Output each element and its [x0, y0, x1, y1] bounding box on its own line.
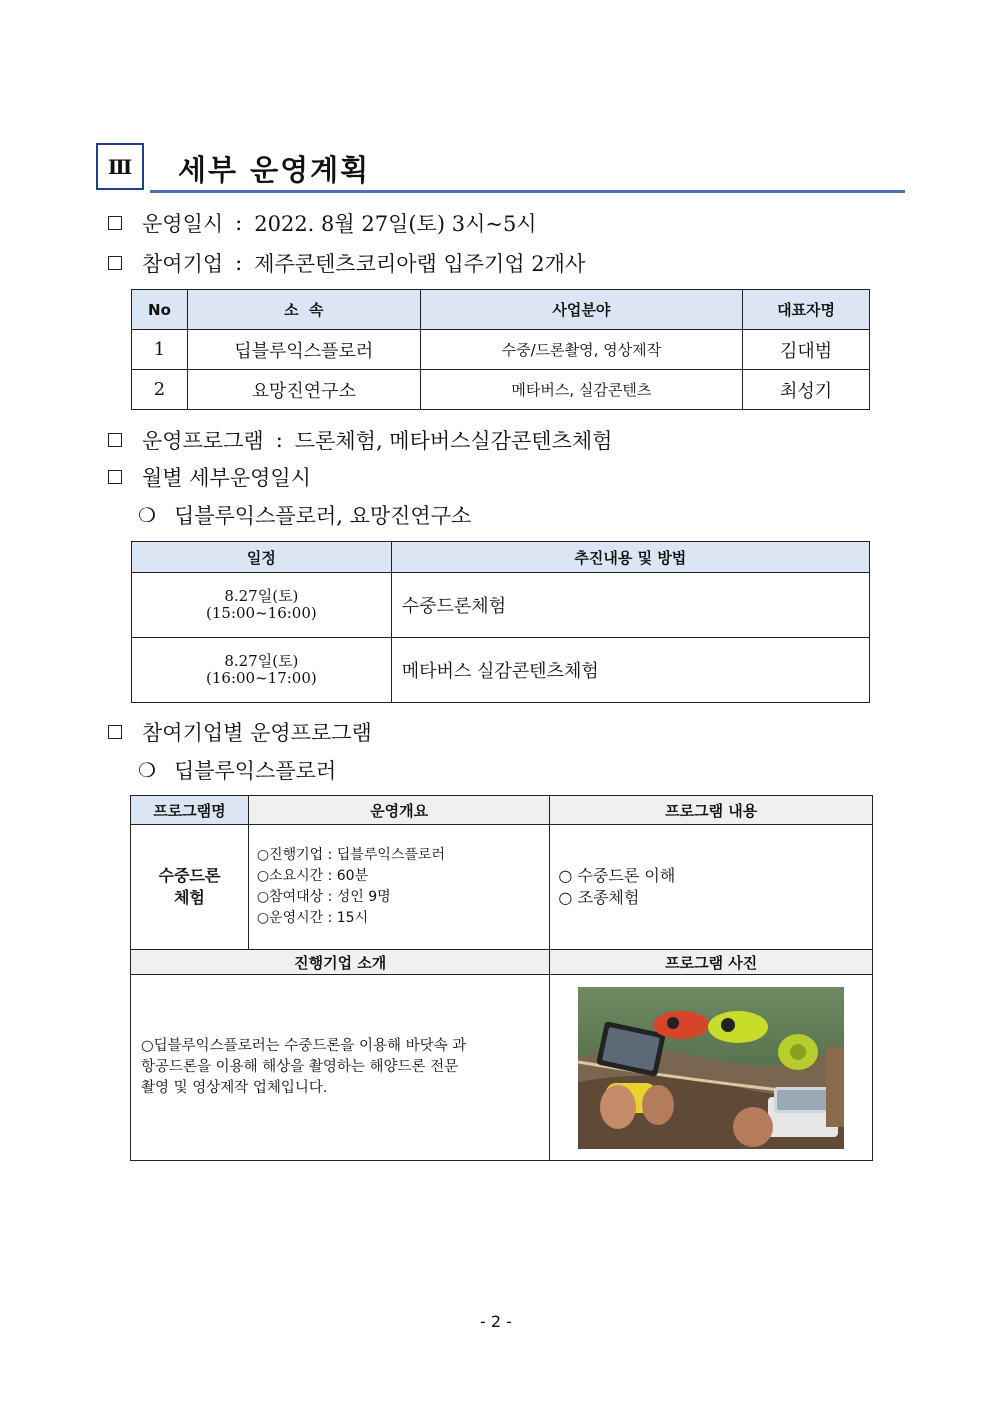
item-schedule [108, 208, 537, 238]
box-bullet-icon [108, 256, 122, 270]
program-overview-line: ○진행기업 : 딥블루익스플로러 [256, 847, 445, 863]
circle-bullet-icon: ❍ [138, 503, 156, 527]
program-contents-line: ○ 수중드론 이해 [558, 866, 676, 885]
program-header-name: 프로그램명 [131, 796, 249, 825]
company-table [131, 289, 870, 410]
program-table-header-row [131, 796, 873, 825]
sub-item-deepblue-text: 딥블루익스플로러 [173, 759, 337, 783]
program-subheader-row [131, 950, 873, 975]
program-overview-line: ○참여대상 : 성인 9명 [256, 889, 391, 905]
program-header-contents: 프로그램 내용 [550, 796, 873, 825]
company-row-ceo: 최성기 [743, 370, 870, 410]
program-header-overview: 운영개요 [248, 796, 550, 825]
item-program-colon: : [275, 428, 283, 452]
program-overview-cell [248, 825, 550, 950]
program-contents-cell [550, 825, 873, 950]
table-row [132, 330, 870, 370]
sub-item-companies [138, 500, 471, 530]
table-row [132, 573, 870, 638]
company-header-field: 사업분야 [420, 290, 743, 330]
company-row-no: 1 [132, 330, 188, 370]
intro-header: 진행기업 소개 [131, 950, 550, 975]
item-program-label: 운영프로그램 [142, 429, 264, 453]
schedule-header-content: 추진내용 및 방법 [391, 542, 869, 573]
section-underline [150, 190, 905, 193]
program-table [130, 795, 873, 1161]
item-companies [108, 248, 585, 278]
box-bullet-icon [108, 216, 122, 230]
company-row-field: 메타버스, 실감콘텐츠 [420, 370, 743, 410]
section-number: Ⅲ [107, 154, 133, 179]
program-name-line2: 체험 [173, 888, 205, 907]
box-bullet-icon [108, 433, 122, 447]
item-schedule-value: 2022. 8월 27일(토) 3시~5시 [254, 212, 537, 236]
schedule-table [131, 541, 870, 703]
item-program [108, 425, 612, 455]
schedule-date: 8.27일(토) [224, 587, 299, 605]
schedule-date: 8.27일(토) [224, 652, 299, 670]
table-row [131, 975, 873, 1161]
table-row [131, 825, 873, 950]
photo-header: 프로그램 사진 [550, 950, 873, 975]
intro-cell [131, 975, 550, 1161]
intro-line: 촬영 및 영상제작 업체입니다. [141, 1080, 328, 1096]
item-monthly-label: 월별 세부운영일시 [142, 466, 311, 490]
company-row-name: 요망진연구소 [187, 370, 420, 410]
box-bullet-icon [108, 725, 122, 739]
item-program-value: 드론체험, 메타버스실감콘텐츠체험 [294, 429, 613, 453]
program-overview-line: ○운영시간 : 15시 [256, 910, 369, 926]
item-by-company [108, 717, 372, 747]
table-row [132, 638, 870, 703]
item-by-company-label: 참여기업별 운영프로그램 [142, 721, 372, 745]
sub-item-companies-text: 딥블루익스플로러, 요망진연구소 [173, 504, 472, 528]
item-schedule-colon: : [235, 211, 243, 235]
item-companies-label: 참여기업 [142, 252, 224, 276]
sub-item-deepblue [138, 755, 336, 785]
company-row-field: 수중/드론촬영, 영상제작 [420, 330, 743, 370]
section-title: 세부 운영계획 [178, 153, 371, 187]
program-overview-line: ○소요시간 : 60분 [256, 868, 369, 884]
page-number: - 2 - [480, 1312, 512, 1331]
program-name-cell [131, 825, 249, 950]
item-companies-colon: : [235, 251, 243, 275]
schedule-time: (15:00~16:00) [206, 604, 317, 622]
photo-cell [550, 975, 873, 1161]
company-header-no: No [132, 290, 188, 330]
schedule-content: 수중드론체험 [391, 573, 869, 638]
schedule-table-header-row [132, 542, 870, 573]
schedule-header-date: 일정 [132, 542, 392, 573]
intro-line: ○딥블루익스플로러는 수중드론을 이용해 바닷속 과 [141, 1038, 467, 1054]
program-contents-line: ○ 조종체험 [558, 888, 640, 907]
circle-bullet-icon: ❍ [138, 758, 156, 782]
schedule-date-cell [132, 573, 392, 638]
box-bullet-icon [108, 470, 122, 484]
item-monthly [108, 462, 311, 492]
section-number-box [96, 143, 144, 190]
company-row-no: 2 [132, 370, 188, 410]
company-header-ceo: 대표자명 [743, 290, 870, 330]
program-name-line1: 수중드론 [158, 866, 221, 885]
company-row-name: 딥블루익스플로러 [187, 330, 420, 370]
item-schedule-label: 운영일시 [142, 212, 224, 236]
program-photo [578, 987, 844, 1149]
schedule-content: 메타버스 실감콘텐츠체험 [391, 638, 869, 703]
schedule-time: (16:00~17:00) [206, 669, 317, 687]
company-header-affiliation: 소 속 [187, 290, 420, 330]
company-row-ceo: 김대범 [743, 330, 870, 370]
item-companies-value: 제주콘텐츠코리아랩 입주기업 2개사 [254, 252, 586, 276]
intro-line: 항공드론을 이용해 해상을 촬영하는 해양드론 전문 [141, 1059, 459, 1075]
company-table-header-row [132, 290, 870, 330]
table-row [132, 370, 870, 410]
schedule-date-cell [132, 638, 392, 703]
